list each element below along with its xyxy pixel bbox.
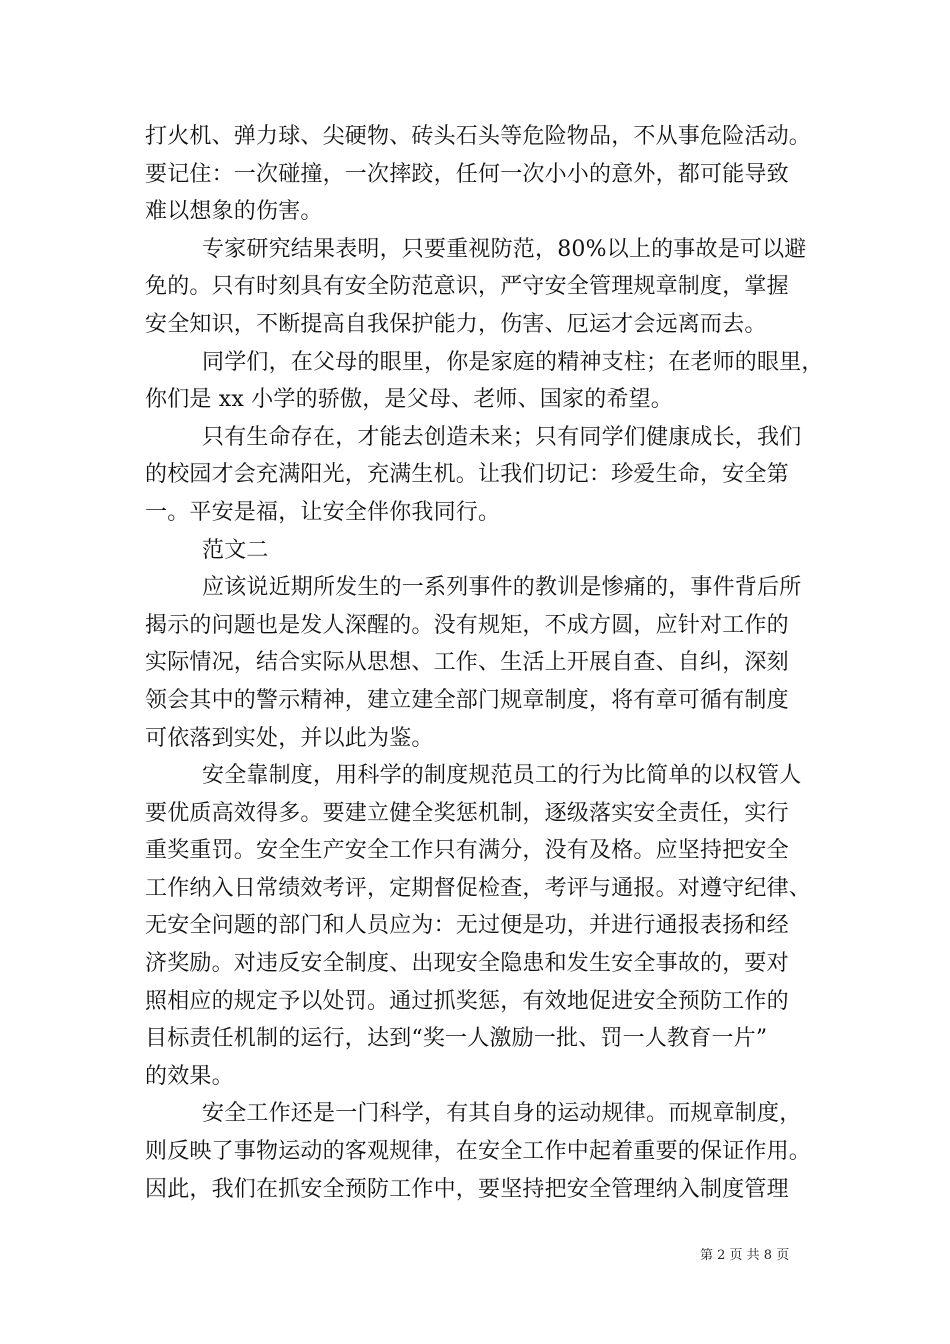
text-line: 免的。只有时刻具有安全防范意识，严守安全管理规章制度，掌握 bbox=[145, 274, 789, 300]
page-number: 第 2 页 共 8 页 bbox=[700, 1248, 790, 1263]
text-line: 的校园才会充满阳光，充满生机。让我们切记：珍爱生命，安全第 bbox=[145, 462, 789, 488]
text-line: 打火机、弹力球、尖硬物、砖头石头等危险物品，不从事危险活动。 bbox=[145, 124, 812, 149]
text-line: 目标责任机制的运行，达到“奖一人激励一批、罚一人教育一片” bbox=[145, 1026, 768, 1052]
text-line: 无安全问题的部门和人员应为：无过便是功，并进行通报表扬和经 bbox=[145, 913, 789, 939]
text-line: 济奖励。对违反安全制度、出现安全隐患和发生安全事故的，要对 bbox=[145, 951, 789, 977]
text-line: 要优质高效得多。要建立健全奖惩机制，逐级落实安全责任，实行 bbox=[145, 800, 789, 826]
text-line: 重奖重罚。安全生产安全工作只有满分，没有及格。应坚持把安全 bbox=[145, 838, 789, 864]
text-line: 的效果。 bbox=[145, 1063, 234, 1089]
text-line: 一。平安是福，让安全伴你我同行。 bbox=[145, 499, 501, 525]
text-line: 照相应的规定予以处罚。通过抓奖惩，有效地促进安全预防工作的 bbox=[145, 988, 789, 1014]
text-line: 只有生命存在，才能去创造未来；只有同学们健康成长，我们 bbox=[202, 424, 802, 450]
text-line: 安全知识，不断提高自我保护能力，伤害、厄运才会远离而去。 bbox=[145, 311, 767, 337]
text-line: 应该说近期所发生的一系列事件的教训是惨痛的，事件背后所 bbox=[202, 575, 802, 601]
text-line: 专家研究结果表明，只要重视防范，80%以上的事故是可以避 bbox=[202, 236, 807, 262]
text-line: 范文二 bbox=[202, 537, 269, 563]
text-line: 安全靠制度，用科学的制度规范员工的行为比简单的以权管人 bbox=[202, 763, 802, 789]
text-line: 则反映了事物运动的客观规律，在安全工作中起着重要的保证作用。 bbox=[145, 1139, 812, 1165]
text-line: 领会其中的警示精神，建立建全部门规章制度，将有章可循有制度 bbox=[145, 687, 789, 713]
text-line: 同学们，在父母的眼里，你是家庭的精神支柱；在老师的眼里， bbox=[202, 349, 824, 375]
text-line: 要记住：一次碰撞，一次摔跤，任何一次小小的意外，都可能导致 bbox=[145, 161, 789, 187]
text-line: 安全工作还是一门科学，有其自身的运动规律。而规章制度， bbox=[202, 1101, 802, 1127]
text-line: 因此，我们在抓安全预防工作中，要坚持把安全管理纳入制度管理 bbox=[145, 1176, 789, 1202]
text-line: 工作纳入日常绩效考评，定期督促检查，考评与通报。对遵守纪律、 bbox=[145, 875, 812, 901]
document-body bbox=[145, 118, 824, 1208]
text-line: 可依落到实处，并以此为鉴。 bbox=[145, 725, 434, 751]
text-line: 实际情况，结合实际从思想、工作、生活上开展自查、自纠，深刻 bbox=[145, 650, 789, 676]
text-line: 难以想象的伤害。 bbox=[145, 199, 323, 225]
text-line: 你们是 xx 小学的骄傲，是父母、老师、国家的希望。 bbox=[145, 387, 674, 413]
text-line: 揭示的问题也是发人深醒的。没有规矩，不成方圆，应针对工作的 bbox=[145, 612, 789, 638]
